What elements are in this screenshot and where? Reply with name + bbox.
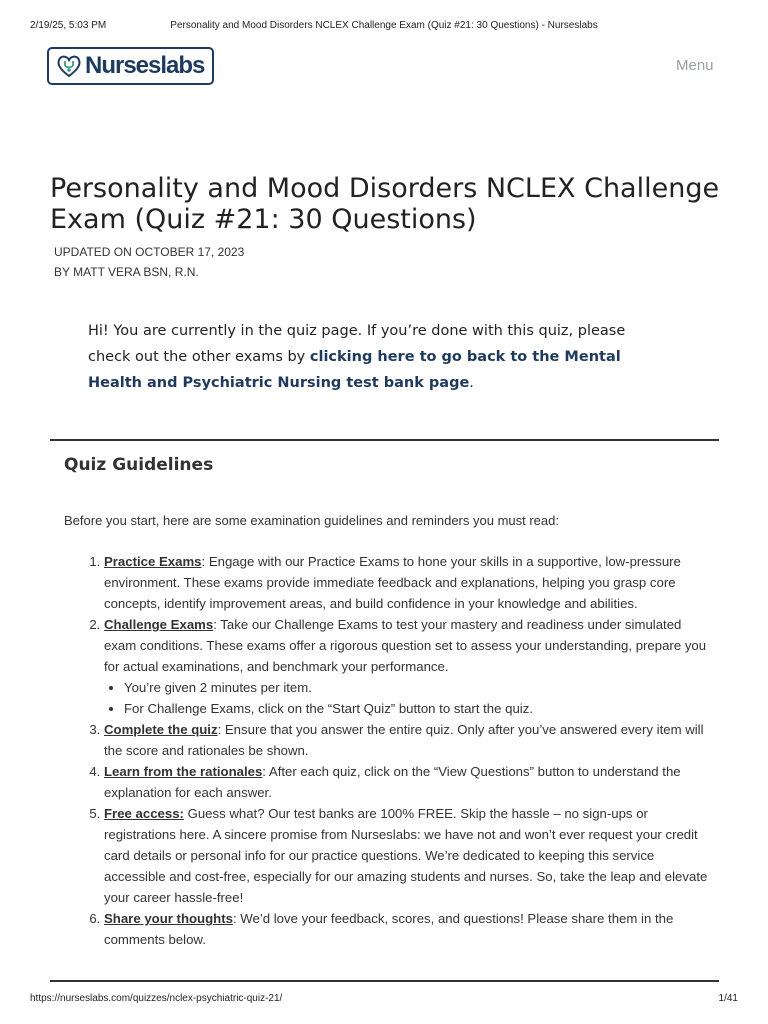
quiz-guidelines-heading: Quiz Guidelines xyxy=(64,455,214,475)
guideline-term: Challenge Exams xyxy=(104,617,214,632)
guideline-text: : After each quiz, click on the “View Questions” button to understand the explanation for each answer. xyxy=(104,764,681,800)
section-divider xyxy=(50,439,719,441)
print-datetime: 2/19/25, 5:03 PM xyxy=(30,20,107,31)
author-byline: BY MATT VERA BSN, R.N. xyxy=(54,265,199,279)
guideline-item xyxy=(104,803,714,908)
print-page-title: Personality and Mood Disorders NCLEX Challenge Exam (Quiz #21: 30 Questions) - Nurseslabs xyxy=(170,20,598,31)
updated-date: UPDATED ON OCTOBER 17, 2023 xyxy=(54,245,245,259)
print-page-number: 1/41 xyxy=(718,993,738,1004)
guideline-item xyxy=(104,551,714,614)
intro-notice xyxy=(88,318,648,396)
section-divider xyxy=(50,980,719,982)
guideline-term: Practice Exams xyxy=(104,554,202,569)
guideline-term: Learn from the rationales xyxy=(104,764,263,779)
guideline-text: : We’d love your feedback, scores, and questions! Please share them in the comments below. xyxy=(104,911,674,947)
print-url: https://nurseslabs.com/quizzes/nclex-psychiatric-quiz-21/ xyxy=(30,993,283,1004)
test-bank-link[interactable]: clicking here to go back to the Mental Health and Psychiatric Nursing test bank page xyxy=(88,349,621,391)
sub-list-item: • You’re given 2 minutes per item. xyxy=(124,677,714,698)
guideline-text: Guess what? Our test banks are 100% FREE. Skip the hassle – no sign-ups or registrations here. A sincere promise from Nurseslabs: we have not and won’t ever request your credit card details or personal info for our practice questions. We’re dedicated to keeping this service accessible and cost-free, especially for our amazing students and nurses. So, take the leap and elevate your career hassle-free! xyxy=(104,806,708,905)
guideline-item xyxy=(104,719,714,761)
intro-text: Hi! You are currently in the quiz page. If you’re done with this quiz, please check out the other exams by xyxy=(88,323,626,365)
intro-text-end: . xyxy=(469,375,474,391)
sub-list-item: • For Challenge Exams, click on the “Start Quiz” button to start the quiz. xyxy=(124,698,714,719)
menu-button[interactable]: Menu xyxy=(676,57,714,74)
guideline-term: Free access: xyxy=(104,806,184,821)
guideline-text: : Engage with our Practice Exams to hone your skills in a supportive, low-pressure environment. These exams provide immediate feedback and explanations, helping you grasp core concepts, identify improvement areas, and build confidence in your knowledge and abilities. xyxy=(104,554,681,611)
guidelines-lead: Before you start, here are some examination guidelines and reminders you must read: xyxy=(64,513,559,528)
guideline-item xyxy=(104,761,714,803)
guideline-term: Share your thoughts xyxy=(104,911,233,926)
site-logo[interactable] xyxy=(47,47,214,85)
challenge-exam-notes xyxy=(104,677,714,719)
heart-stethoscope-icon xyxy=(55,52,83,80)
page-title: Personality and Mood Disorders NCLEX Challenge Exam (Quiz #21: 30 Questions) xyxy=(50,173,720,235)
guideline-item xyxy=(104,614,714,719)
guidelines-list xyxy=(64,551,714,950)
guideline-text: : Take our Challenge Exams to test your mastery and readiness under simulated exam conditions. These exams offer a rigorous question set to assess your understanding, prepare you for actual examinations, and benchmark your performance. xyxy=(104,617,707,674)
guideline-text: : Ensure that you answer the entire quiz. Only after you’ve answered every item will the score and rationales be shown. xyxy=(104,722,704,758)
logo-text: Nurseslabs xyxy=(85,52,205,79)
guideline-term: Complete the quiz xyxy=(104,722,218,737)
guideline-item xyxy=(104,908,714,950)
